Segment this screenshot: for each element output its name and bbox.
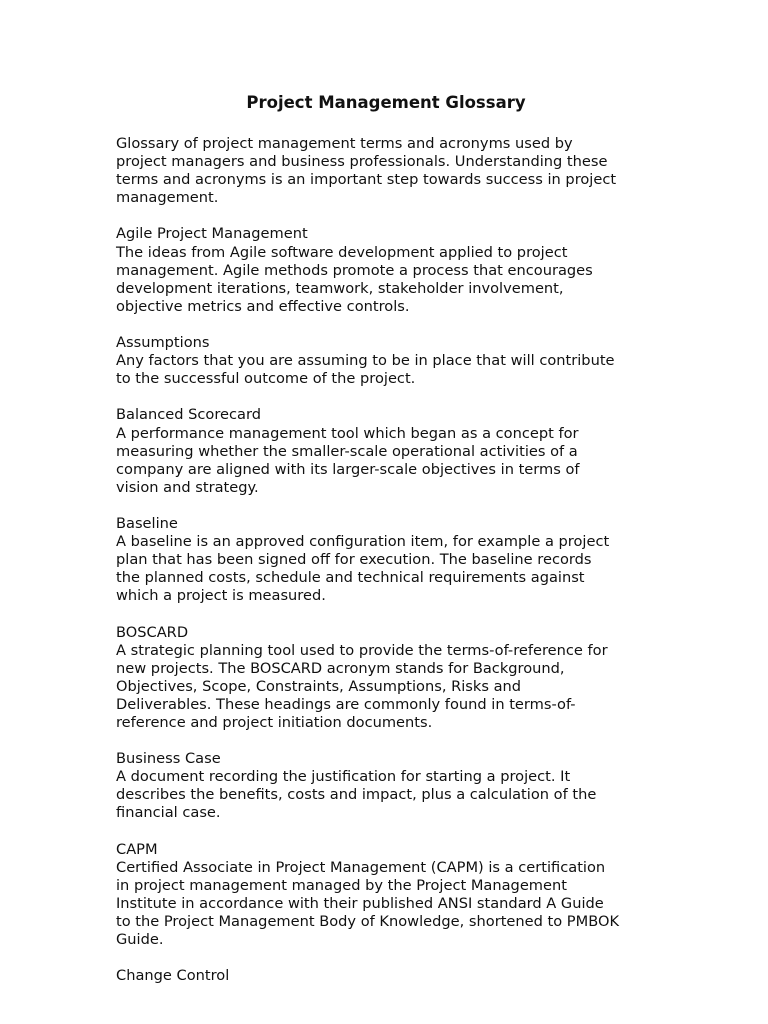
glossary-term: Business Case xyxy=(116,750,221,768)
glossary-definition: A performance management tool which began as a concept for measuring whether the smaller-scale operational activities of a company are aligned with its larger-scale objectives in terms of vision and strategy. xyxy=(116,424,580,496)
glossary-definition: The ideas from Agile software development applied to project management. Agile methods promote a process that encourages development iterations, teamwork, stakeholder involvement, objective metrics and effective controls. xyxy=(116,243,593,315)
glossary-entry xyxy=(116,841,656,950)
glossary-entry xyxy=(116,334,656,388)
glossary-definition: Certified Associate in Project Management (CAPM) is a certification in project management managed by the Project Management Institute in accordance with their published ANSI standard A Guide to the Project Management Body of Knowledge, shortened to PMBOK Guide. xyxy=(116,858,620,949)
glossary-term: Baseline xyxy=(116,514,178,532)
glossary-term: Change Control xyxy=(116,967,230,985)
glossary-entry xyxy=(116,406,656,496)
glossary-term: Agile Project Management xyxy=(116,225,308,243)
glossary-term: Balanced Scorecard xyxy=(116,406,261,424)
glossary-definition: A baseline is an approved configuration item, for example a project plan that has been signed off for execution. The baseline records the planned costs, schedule and technical requirements against which a project is measured. xyxy=(116,533,610,605)
glossary-term: BOSCARD xyxy=(116,623,189,641)
glossary-entry xyxy=(116,515,656,605)
glossary-definition: Any factors that you are assuming to be in place that will contribute to the successful outcome of the project. xyxy=(116,352,615,388)
glossary-term: Assumptions xyxy=(116,334,210,352)
glossary-definition: A document recording the justification for starting a project. It describes the benefits, costs and impact, plus a calculation of the financial case. xyxy=(116,768,597,822)
document-title: Project Management Glossary xyxy=(246,93,526,112)
glossary-entry xyxy=(116,967,656,985)
glossary-definition: A strategic planning tool used to provide the terms-of-reference for new projects. The BOSCARD acronym stands for Background, Objectives, Scope, Constraints, Assumptions, Risks and Deliverables. These headings are commonly found in terms-of- reference and project initiation documents. xyxy=(116,641,608,731)
glossary-term: CAPM xyxy=(116,840,158,858)
document-page xyxy=(116,92,656,1004)
glossary-entry xyxy=(116,624,656,733)
glossary-entry xyxy=(116,750,656,822)
intro-paragraph: Glossary of project management terms and acronyms used by project managers and business professionals. Understanding these terms and acronyms is an important step towards success in project management. xyxy=(116,135,617,207)
glossary-entry xyxy=(116,225,656,315)
